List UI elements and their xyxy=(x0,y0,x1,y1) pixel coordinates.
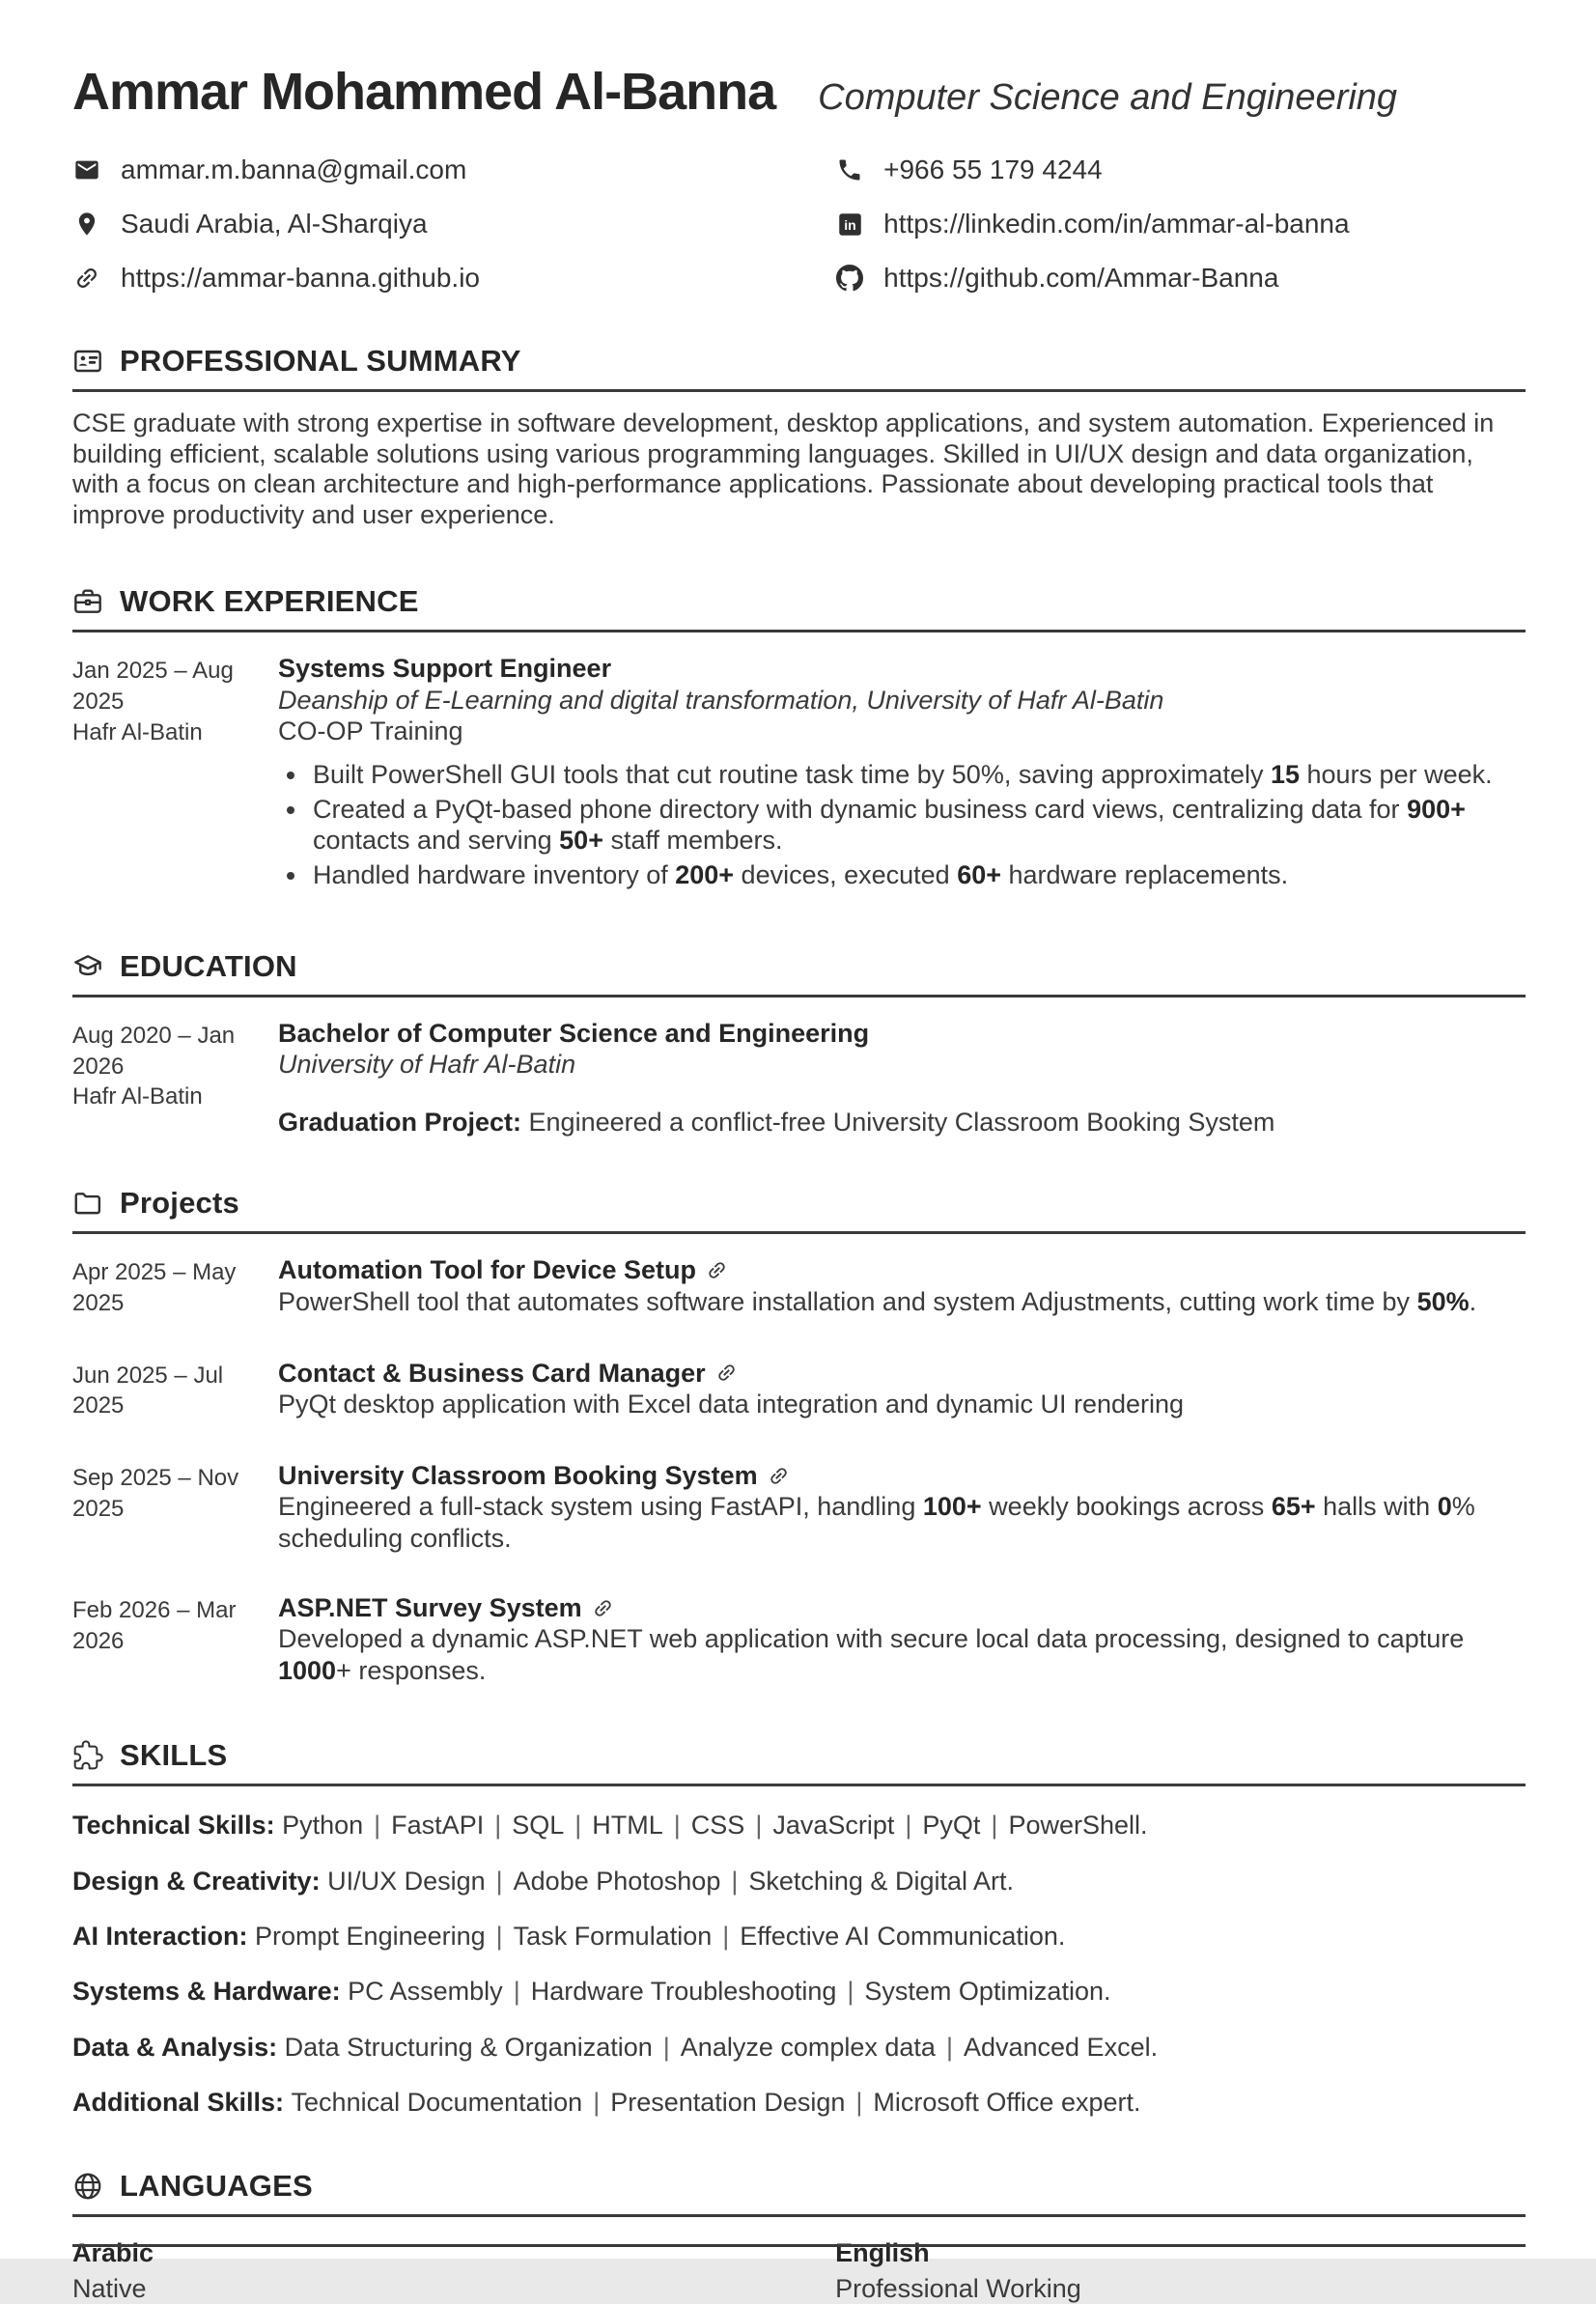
education-entry xyxy=(72,1018,1526,1138)
language-entry xyxy=(835,2238,1526,2304)
section-title: SKILLS xyxy=(120,1738,228,1773)
date-range: Feb 2026 – Mar 2026 xyxy=(72,1597,237,1654)
experience-entry xyxy=(72,653,1526,893)
contact-phone xyxy=(835,155,1526,185)
entry-location: Hafr Al-Batin xyxy=(72,1083,203,1110)
person-title: Computer Science and Engineering xyxy=(818,77,1398,118)
project-entry xyxy=(72,1358,1526,1421)
project-entry xyxy=(72,1460,1526,1554)
project-link-icon[interactable] xyxy=(592,1597,614,1619)
contact-location-text: Saudi Arabia, Al-Sharqiya xyxy=(121,209,428,239)
job-title: Systems Support Engineer xyxy=(278,654,612,684)
graduation-project: Graduation Project: Engineered a conflict-free University Classroom Booking System xyxy=(278,1107,1275,1137)
section-projects xyxy=(72,1186,1526,1686)
project-dates xyxy=(72,1358,278,1421)
section-professional-summary xyxy=(72,344,1526,530)
globe-icon xyxy=(72,2171,103,2202)
graduation-cap-icon xyxy=(72,951,103,982)
summary-text: CSE graduate with strong expertise in software development, desktop applications, and system automation. Experienced in building efficient, scalable solutions using various programming languages. Skilled in UI/UX design and data organization, with a focus on clean architecture and high-performance applications. Passionate about developing practical tools that improve productivity and user experience. xyxy=(72,408,1495,529)
linkedin-icon xyxy=(835,210,864,239)
languages-grid xyxy=(72,2238,1526,2304)
email-icon xyxy=(72,155,101,184)
contact-github-text[interactable]: https://github.com/Ammar-Banna xyxy=(883,263,1279,293)
id-card-icon xyxy=(72,346,103,377)
project-link-icon[interactable] xyxy=(768,1465,790,1487)
job-bullet: • Built PowerShell GUI tools that cut routine task time by 50%, saving approximately 15 hours per week. xyxy=(309,759,1526,790)
skill-row: AI Interaction: Prompt Engineering | Task Formulation | Effective AI Communication. xyxy=(72,1922,1066,1952)
section-languages xyxy=(72,2169,1526,2304)
briefcase-icon xyxy=(72,586,103,617)
section-work-experience xyxy=(72,584,1526,893)
section-rule xyxy=(72,2214,1526,2217)
language-name: Arabic xyxy=(72,2237,154,2267)
date-range: Sep 2025 – Nov 2025 xyxy=(72,1464,239,1522)
project-dates xyxy=(72,1460,278,1554)
project-entry xyxy=(72,1592,1526,1686)
project-entry xyxy=(72,1254,1526,1318)
experience-dates xyxy=(72,653,278,893)
section-education xyxy=(72,949,1526,1138)
degree-title: Bachelor of Computer Science and Engineering xyxy=(278,1019,870,1049)
contact-phone-text: +966 55 179 4244 xyxy=(883,155,1103,184)
project-description: PyQt desktop application with Excel data integration and dynamic UI rendering xyxy=(278,1389,1185,1419)
section-title: WORK EXPERIENCE xyxy=(120,584,419,619)
project-title: Contact & Business Card Manager xyxy=(278,1358,706,1388)
contact-info xyxy=(72,155,1526,294)
project-link-icon[interactable] xyxy=(706,1259,728,1281)
date-range: Jan 2025 – Aug 2025 xyxy=(72,658,234,715)
project-description: Developed a dynamic ASP.NET web application with secure local data processing, designed to capture 1000+ responses. xyxy=(278,1624,1465,1685)
contact-website xyxy=(72,263,835,294)
project-description: Engineered a full-stack system using FastAPI, handling 100+ weekly bookings across 65+ halls with 0% scheduling conflicts. xyxy=(278,1492,1475,1553)
section-skills xyxy=(72,1738,1526,2118)
date-range: Apr 2025 – May 2025 xyxy=(72,1259,237,1316)
section-title: PROFESSIONAL SUMMARY xyxy=(120,344,521,378)
skill-row: Systems & Hardware: PC Assembly | Hardware Troubleshooting | System Optimization. xyxy=(72,1977,1111,2007)
section-rule xyxy=(72,995,1526,997)
skill-row: Additional Skills: Technical Documentation | Presentation Design | Microsoft Office expert. xyxy=(72,2088,1141,2118)
skill-row: Data & Analysis: Data Structuring & Organization | Analyze complex data | Advanced Excel. xyxy=(72,2032,1159,2062)
job-bullet: • Created a PyQt-based phone directory with dynamic business card views, centralizing data for 900+ contacts and serving 50+ staff members. xyxy=(309,794,1526,857)
svg-text:in: in xyxy=(843,216,856,233)
folder-icon xyxy=(72,1188,103,1219)
projects-heading xyxy=(72,1186,1526,1221)
location-icon xyxy=(72,210,101,239)
education-dates xyxy=(72,1018,278,1138)
languages-heading xyxy=(72,2169,1526,2204)
phone-icon xyxy=(835,155,864,184)
job-organization: Deanship of E-Learning and digital transformation, University of Hafr Al-Batin xyxy=(278,685,1164,715)
section-rule xyxy=(72,1231,1526,1234)
project-title: ASP.NET Survey System xyxy=(278,1593,582,1623)
school-name: University of Hafr Al-Batin xyxy=(278,1050,576,1080)
date-range: Jun 2025 – Jul 2025 xyxy=(72,1362,224,1419)
project-dates xyxy=(72,1592,278,1686)
puzzle-icon xyxy=(72,1740,103,1771)
link-icon xyxy=(72,264,101,293)
contact-github xyxy=(835,263,1526,294)
date-range: Aug 2020 – Jan 2026 xyxy=(72,1023,236,1080)
language-level: Native xyxy=(72,2273,147,2303)
section-title: LANGUAGES xyxy=(120,2168,313,2203)
project-link-icon[interactable] xyxy=(715,1362,738,1384)
education-heading xyxy=(72,949,1526,984)
section-rule xyxy=(72,1784,1526,1786)
language-name: English xyxy=(835,2237,930,2267)
github-icon xyxy=(835,264,864,293)
work-experience-heading xyxy=(72,584,1526,619)
contact-website-text[interactable]: https://ammar-banna.github.io xyxy=(121,263,480,293)
section-title: EDUCATION xyxy=(120,949,297,984)
section-title: Projects xyxy=(120,1186,239,1221)
project-description: PowerShell tool that automates software installation and system Adjustments, cutting work time by 50%. xyxy=(278,1286,1477,1316)
page-bottom-rule xyxy=(72,2244,1526,2247)
contact-linkedin xyxy=(835,209,1526,239)
job-note: CO-OP Training xyxy=(278,716,463,746)
project-title: Automation Tool for Device Setup xyxy=(278,1255,697,1285)
language-level: Professional Working xyxy=(835,2273,1081,2303)
contact-email-text[interactable]: ammar.m.banna@gmail.com xyxy=(121,155,467,184)
skill-row: Design & Creativity: UI/UX Design | Adobe Photoshop | Sketching & Digital Art. xyxy=(72,1866,1014,1896)
entry-location: Hafr Al-Batin xyxy=(72,718,203,745)
project-title: University Classroom Booking System xyxy=(278,1460,758,1490)
person-name: Ammar Mohammed Al-Banna xyxy=(72,63,776,121)
job-bullet: • Handled hardware inventory of 200+ devices, executed 60+ hardware replacements. xyxy=(309,859,1526,890)
section-rule xyxy=(72,630,1526,632)
skills-heading xyxy=(72,1738,1526,1773)
skill-row: Technical Skills: Python | FastAPI | SQL | HTML | CSS | JavaScript | PyQt | PowerShell. xyxy=(72,1811,1148,1840)
contact-email xyxy=(72,155,835,185)
resume-header xyxy=(72,62,1526,294)
project-dates xyxy=(72,1254,278,1318)
job-bullets xyxy=(309,759,1526,890)
contact-linkedin-text[interactable]: https://linkedin.com/in/ammar-al-banna xyxy=(883,209,1350,239)
contact-location xyxy=(72,209,835,239)
language-entry xyxy=(72,2238,835,2304)
section-rule xyxy=(72,389,1526,392)
professional-summary-heading xyxy=(72,344,1526,379)
